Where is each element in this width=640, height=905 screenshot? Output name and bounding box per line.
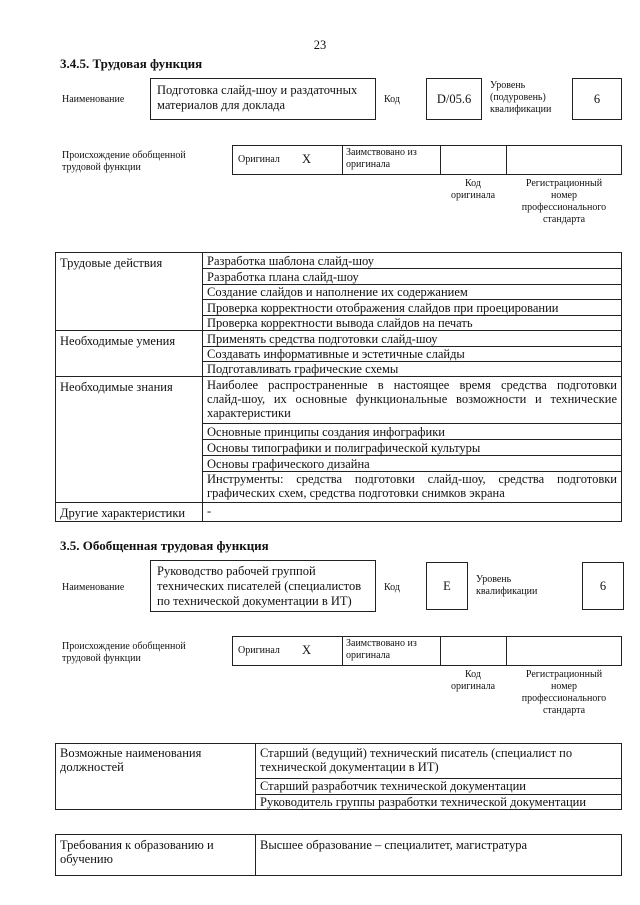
level-label: Уровень (подуровень) квалификации [490, 80, 552, 115]
code-original-caption: Код оригинала [450, 669, 496, 692]
education-requirements-value: Высшее образование – специалитет, магистратура [260, 838, 528, 852]
code-label: Код [384, 94, 400, 105]
page-number: 23 [313, 38, 327, 52]
level-label: Уровень квалификации [476, 574, 538, 597]
skill-item: Применять средства подготовки слайд-шоу [207, 332, 438, 346]
required-knowledge-label: Необходимые знания [60, 380, 173, 394]
knowledge-item: Инструменты: средства подготовки слайд-шоу, средства подготовки графических схем, средства подготовки снимков экрана [207, 472, 617, 500]
position-item: Старший (ведущий) технический писатель (специалист по технической документации в ИТ) [260, 746, 573, 774]
knowledge-item: Основы типографики и полиграфической культуры [207, 441, 481, 455]
other-characteristics-value: - [207, 504, 212, 518]
level-box: 6 [582, 562, 624, 610]
original-mark: X [302, 643, 312, 657]
possible-positions-label: Возможные наименования должностей [60, 746, 202, 774]
origin-label: Происхождение обобщенной трудовой функции [62, 641, 186, 664]
name-label: Наименование [62, 94, 125, 105]
work-action-item: Разработка шаблона слайд-шоу [207, 254, 374, 268]
original-mark: X [302, 152, 312, 166]
original-label: Оригинал [238, 645, 280, 656]
code-box: D/05.6 [426, 78, 482, 120]
original-label: Оригинал [238, 154, 280, 165]
borrowed-label: Заимствовано из оригинала [346, 638, 417, 661]
name-label: Наименование [62, 582, 125, 593]
skill-item: Создавать информативные и эстетичные слайды [207, 347, 465, 361]
other-characteristics-label: Другие характеристики [60, 506, 186, 520]
registration-number-caption: Регистрационный номер профессионального стандарта [521, 669, 607, 716]
position-item: Старший разработчик технической документации [260, 779, 526, 793]
required-skills-label: Необходимые умения [60, 334, 176, 348]
education-requirements-label: Требования к образованию и обучению [60, 838, 214, 866]
work-action-item: Проверка корректности отображения слайдов при проецировании [207, 301, 559, 315]
skill-item: Подготавливать графические схемы [207, 362, 399, 376]
code-original-caption: Код оригинала [450, 178, 496, 201]
level-box: 6 [572, 78, 622, 120]
work-action-item: Проверка корректности вывода слайдов на печать [207, 316, 473, 330]
function-name-box: Подготовка слайд-шоу и раздаточных материалов для доклада [150, 78, 376, 120]
work-actions-label: Трудовые действия [60, 256, 163, 270]
section-heading-3-4-5: 3.4.5. Трудовая функция [60, 56, 203, 71]
code-box: E [426, 562, 468, 610]
origin-row [232, 636, 622, 666]
work-action-item: Разработка плана слайд-шоу [207, 270, 359, 284]
origin-label: Происхождение обобщенной трудовой функции [62, 150, 186, 173]
work-action-item: Создание слайдов и наполнение их содержанием [207, 285, 468, 299]
borrowed-label: Заимствовано из оригинала [346, 147, 417, 170]
section-heading-3-5: 3.5. Обобщенная трудовая функция [60, 538, 269, 553]
knowledge-item: Наиболее распространенные в настоящее время средства подготовки слайд-шоу, их основные функциональные возможности и технические характеристики [207, 378, 617, 420]
code-label: Код [384, 582, 400, 593]
registration-number-caption: Регистрационный номер профессионального стандарта [521, 178, 607, 225]
knowledge-item: Основные принципы создания инфографики [207, 425, 445, 439]
knowledge-item: Основы графического дизайна [207, 457, 370, 471]
origin-row [232, 145, 622, 175]
generalized-function-name-box: Руководство рабочей группой технических писателей (специалистов по технической документации в ИТ) [150, 560, 376, 612]
position-item: Руководитель группы разработки технической документации [260, 795, 587, 809]
